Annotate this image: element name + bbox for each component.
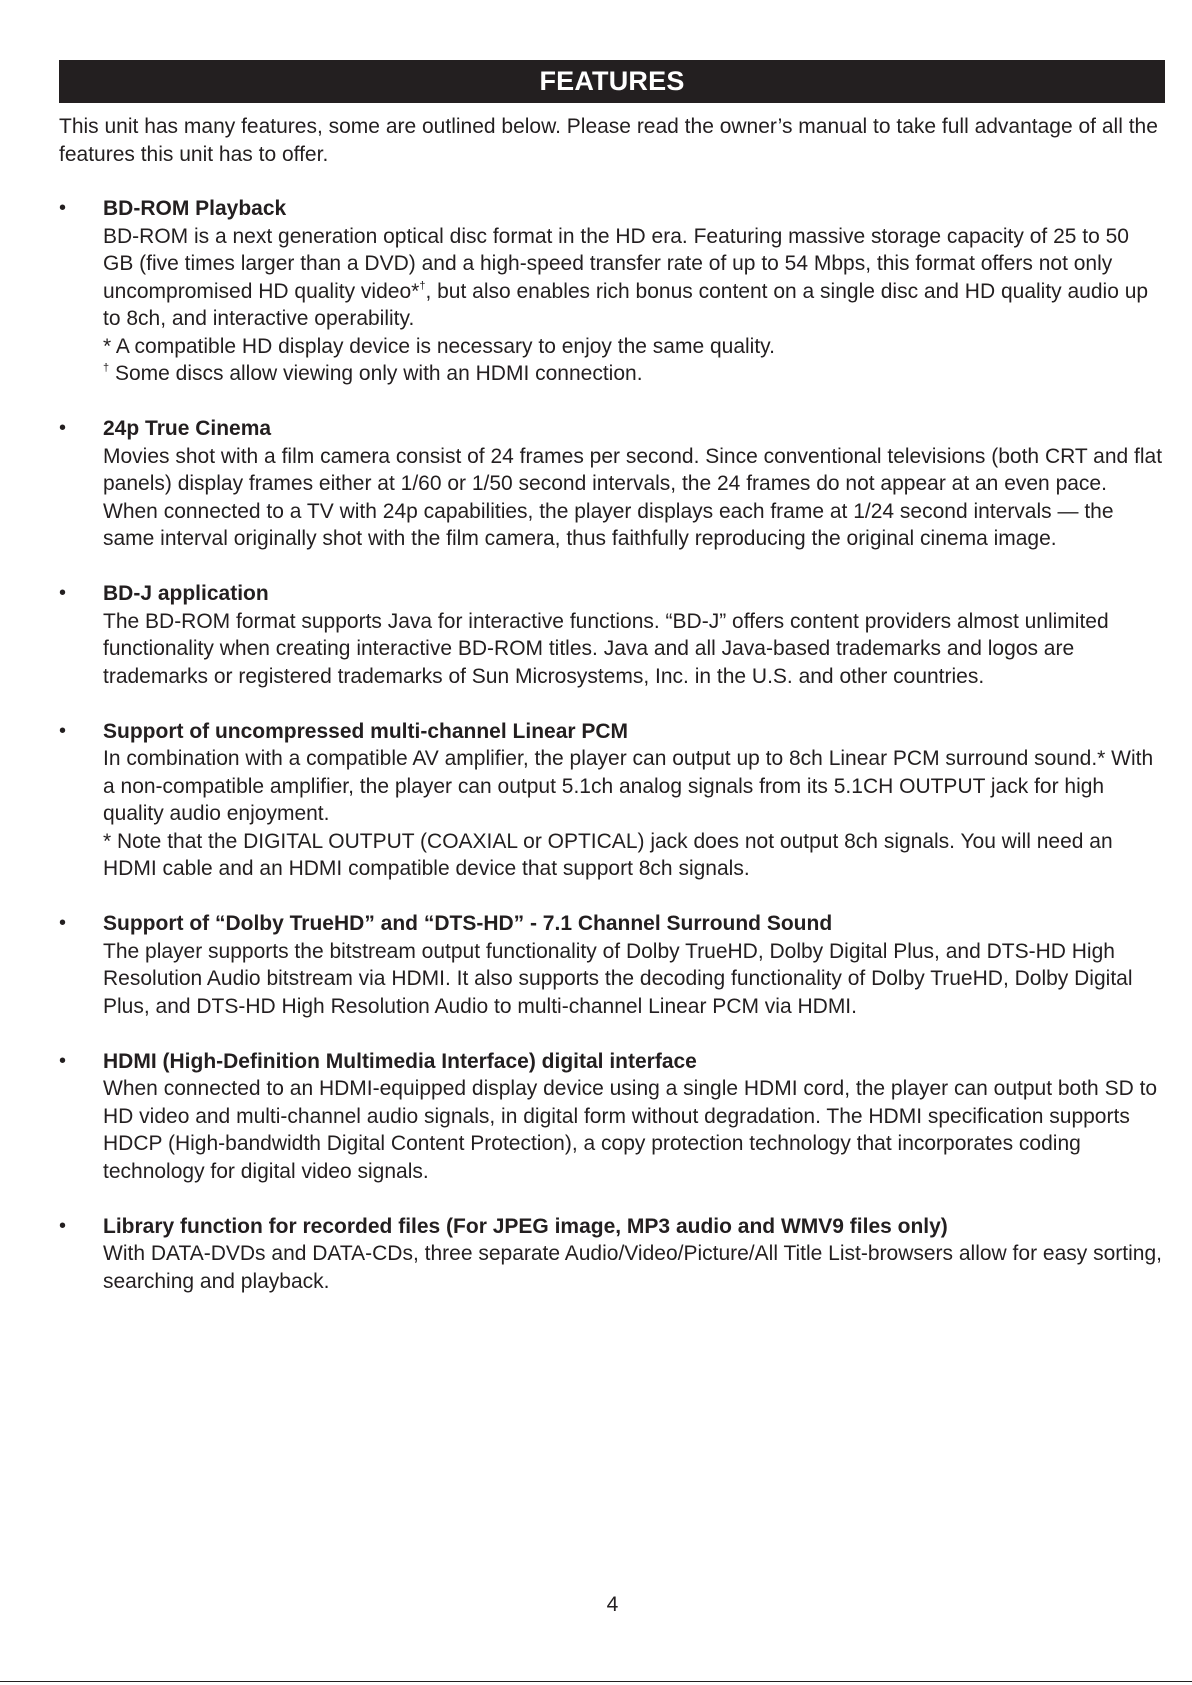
bottom-divider: [0, 1681, 1192, 1682]
feature-title: Support of uncompressed multi-channel Linear PCM: [103, 719, 629, 743]
feature-item: [59, 415, 1165, 553]
intro-text: This unit has many features, some are outlined below. Please read the owner’s manual to take full advantage of all the features this unit has to offer.: [59, 115, 1158, 166]
bullet-icon: •: [59, 1049, 67, 1072]
feature-body: [103, 938, 1165, 1021]
feature-item: [59, 1213, 1165, 1296]
feature-item: [59, 718, 1165, 883]
feature-title: Support of “Dolby TrueHD” and “DTS-HD” - 7.1 Channel Surround Sound: [103, 912, 833, 935]
feature-title: BD-ROM Playback: [103, 197, 287, 220]
feature-body: [103, 745, 1165, 883]
feature-paragraph: The player supports the bitstream output functionality of Dolby TrueHD, Dolby Digital Plus, and DTS-HD High Resolution Audio bitstream via HDMI. It also supports the decoding functionality of Dolby TrueHD, Dolby Digital Plus, and DTS-HD High Resolution Audio to multi-channel Linear PCM via HDMI.: [103, 939, 1133, 1018]
feature-body: [103, 608, 1165, 691]
feature-paragraph: BD-ROM is a next generation optical disc format in the HD era. Featuring massive storage capacity of 25 to 50 GB (five times larger than a DVD) and a high-speed transfer rate of up to 54 Mbps, this format offers not only uncompromised HD quality video*†, but also enables rich bonus content on a single disc and HD quality audio up to 8ch, and interactive operability.: [103, 224, 1149, 330]
bullet-icon: •: [59, 912, 67, 934]
feature-body: [103, 443, 1165, 553]
bullet-icon: •: [59, 197, 67, 219]
feature-title: 24p True Cinema: [103, 417, 272, 440]
feature-paragraph: When connected to an HDMI-equipped display device using a single HDMI cord, the player can output both SD to HD video and multi-channel audio signals, in digital form without degradation. The HDMI specification supports HDCP (High-bandwidth Digital Content Protection), a copy protection technology that incorporates coding technology for digital video signals.: [103, 1077, 1158, 1183]
feature-paragraph: Movies shot with a film camera consist of 24 frames per second. Since conventional televisions (both CRT and flat panels) display frames either at 1/60 or 1/50 second intervals, the 24 frames do not appear at an even pace.: [103, 444, 1163, 495]
feature-item: [59, 195, 1165, 388]
page-number: 4: [606, 1593, 619, 1616]
feature-item: [59, 1048, 1165, 1186]
dagger-mark: †: [419, 279, 426, 292]
feature-title: Library function for recorded files (For JPEG image, MP3 audio and WMV9 files only): [103, 1214, 948, 1238]
page-title: FEATURES: [59, 60, 1165, 103]
feature-list: [59, 195, 1165, 1295]
feature-body: [103, 1240, 1165, 1295]
feature-item: [59, 580, 1165, 690]
feature-footnote: * Note that the DIGITAL OUTPUT (COAXIAL or OPTICAL) jack does not output 8ch signals. You will need an HDMI cable and an HDMI compatible device that support 8ch signals.: [103, 829, 1113, 880]
feature-body: [103, 1075, 1165, 1185]
feature-title: BD-J application: [103, 582, 269, 605]
feature-paragraph: When connected to a TV with 24p capabilities, the player displays each frame at 1/24 second intervals — the same interval originally shot with the film camera, thus faithfully reproducing the original cinema image.: [103, 499, 1114, 550]
bullet-icon: •: [59, 1214, 67, 1237]
feature-footnote: * A compatible HD display device is necessary to enjoy the same quality.: [103, 334, 775, 358]
feature-title: HDMI (High-Definition Multimedia Interface) digital interface: [103, 1049, 697, 1073]
bullet-icon: •: [59, 417, 67, 439]
feature-paragraph: In combination with a compatible AV amplifier, the player can output up to 8ch Linear PCM surround sound.* With a non-compatible amplifier, the player can output 5.1ch analog signals from its 5.1CH OUTPUT jack for high quality audio enjoyment.: [103, 747, 1154, 825]
page-content: [59, 60, 1165, 1323]
feature-body: [103, 223, 1165, 388]
feature-paragraph: With DATA-DVDs and DATA-CDs, three separate Audio/Video/Picture/All Title List-browsers allow for easy sorting, searching and playback.: [103, 1242, 1162, 1293]
feature-footnote: † Some discs allow viewing only with an HDMI connection.: [103, 362, 643, 385]
bullet-icon: •: [59, 719, 67, 742]
bullet-icon: •: [59, 582, 67, 604]
feature-paragraph: The BD-ROM format supports Java for interactive functions. “BD-J” offers content providers almost unlimited functionality when creating interactive BD-ROM titles. Java and all Java-based trademarks and logos are trademarks or registered trademarks of Sun Microsystems, Inc. in the U.S. and other countries.: [103, 609, 1109, 688]
dagger-mark: †: [103, 362, 110, 374]
feature-item: [59, 910, 1165, 1020]
